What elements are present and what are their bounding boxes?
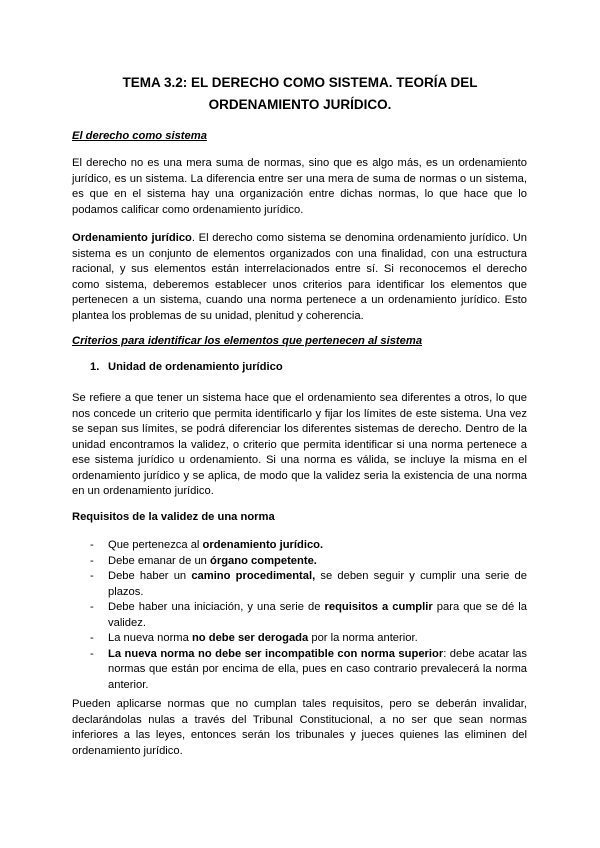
item-number: 1.	[90, 361, 100, 373]
requisitos-heading: Requisitos de la validez de una norma	[72, 511, 275, 523]
list-item: - Que pertenezca al ordenamiento jurídico.	[72, 538, 527, 554]
list-item: - Debe haber un camino procedimental, se deben seguir y cumplir una serie de plazos.	[72, 569, 527, 600]
term-ordenamiento: Ordenamiento jurídico	[72, 232, 192, 244]
numbered-heading-unidad	[90, 361, 283, 373]
list-item: - La nueva norma no debe ser incompatible con norma superior: debe acatar las normas que están por encima de ella, pues en caso contrario prevalecerá la norma anterior.	[72, 647, 527, 694]
page-title	[60, 72, 540, 116]
list-item: - Debe haber una iniciación, y una serie de requisitos a cumplir para que se dé la validez.	[72, 600, 527, 631]
requisitos-list	[72, 538, 527, 693]
title-line-2: ORDENAMIENTO JURÍDICO.	[208, 97, 392, 112]
section-heading-derecho-sistema: El derecho como sistema	[72, 130, 207, 142]
paragraph-closing: Pueden aplicarse normas que no cumplan tales requisitos, pero se deberán invalidar, declarándolas nulas a través del Tribunal Constitucional, a no ser que sean normas inferiores a las leyes, entonces serán los tribunales y jueces quienes las eliminen del ordenamiento jurídico.	[72, 698, 527, 757]
paragraph-unidad: Se refiere a que tener un sistema hace que el ordenamiento sea diferentes a otros, lo que nos concede un criterio que permita identificarlo y fijar los límites de este sistema. Una vez se sepan sus límites, se podrá diferenciar los diferentes sistemas de derecho. Dentro de la unidad encontramos la validez, o criterio que permita identificar si una norma pertenece a ese sistema jurídico u ordenamiento. Si una norma es válida, se incluye la misma en el ordenamiento jurídico y se aplica, de modo que la validez seria la existencia de una norma en un ordenamiento jurídico.	[72, 392, 527, 497]
title-line-1: TEMA 3.2: EL DERECHO COMO SISTEMA. TEORÍA DEL	[122, 75, 478, 90]
list-item: - La nueva norma no debe ser derogada por la norma anterior.	[72, 631, 527, 647]
paragraph-derecho: El derecho no es una mera suma de normas, sino que es algo más, es un ordenamiento jurídico, es un sistema. La diferencia entre ser una mera de suma de normas o un sistema, es que en el sistema hay una organización entre dichas normas, lo que hace que lo podamos calificar como ordenamiento jurídico.	[72, 157, 527, 216]
paragraph-ordenamiento	[72, 231, 527, 324]
section-heading-criterios: Criterios para identificar los elementos que pertenecen al sistema	[72, 335, 423, 347]
list-item: - Debe emanar de un órgano competente.	[72, 554, 527, 570]
item-title: Unidad de ordenamiento jurídico	[108, 361, 283, 373]
paragraph-ordenamiento-text: . El derecho como sistema se denomina ordenamiento jurídico. Un sistema es un conjunto de elementos organizados con una finalidad, con una estructura racional, y sus elementos están interrelacionados entre sí. Si reconocemos el derecho como sistema, deberemos establecer unos criterios para identificar los elementos que pertenecen a un sistema, cuando una norma pertenece a un ordenamiento jurídico. Esto plantea los problemas de su unidad, plenitud y coherencia.	[72, 232, 528, 322]
